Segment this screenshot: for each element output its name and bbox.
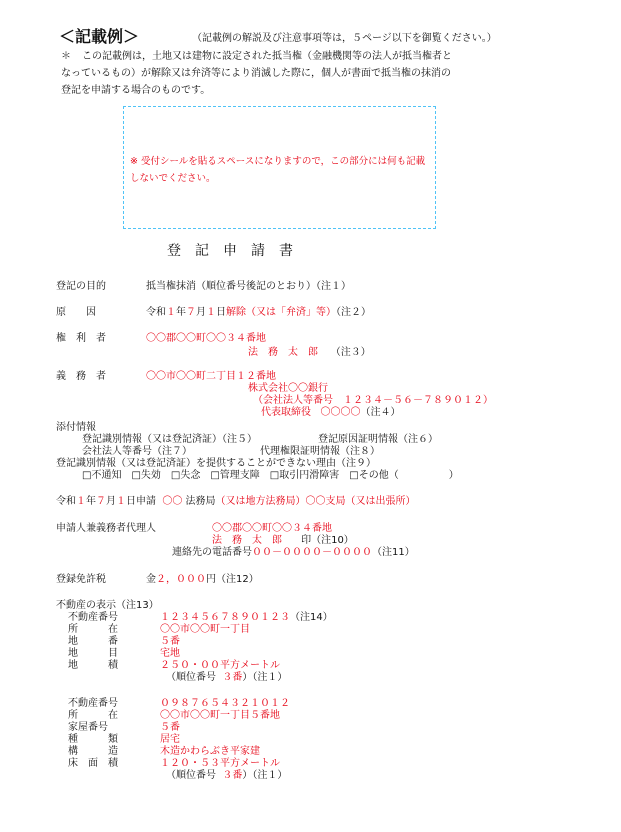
building-house-label: 家屋番号 xyxy=(68,722,108,733)
land-location-label: 所 在 xyxy=(68,624,118,635)
cause-month-unit: 月 xyxy=(196,307,206,318)
building-rank-line xyxy=(166,769,287,782)
attachments-label: 添付情報 xyxy=(56,422,96,433)
land-area-label: 地 積 xyxy=(68,660,118,671)
application-year-unit: 年 xyxy=(86,496,96,507)
tax-unit: 円 xyxy=(206,574,216,585)
land-category-label: 地 目 xyxy=(68,648,118,659)
rights-holder-name-line xyxy=(248,346,371,359)
description-line-2: なっているもの）が解除又は弁済等により消滅した際に，個人が書面で抵当権の抹消の xyxy=(61,68,451,79)
land-lot: ５番 xyxy=(160,636,180,647)
tax-label: 登録免許税 xyxy=(56,574,106,585)
tax-prefix: 金 xyxy=(146,574,156,585)
purpose-label: 登記の目的 xyxy=(56,281,106,292)
cause-day-unit: 日 xyxy=(216,307,226,318)
application-era: 令和 xyxy=(56,496,76,507)
building-rank-prefix: （順位番号 xyxy=(166,770,216,781)
building-rank-suffix: ）（注１） xyxy=(242,770,288,781)
description-line-3: 登記を申請する場合のものです。 xyxy=(61,85,211,96)
agent-name: 法 務 太 郎 xyxy=(212,535,282,546)
property-label: 不動産の表示（注13） xyxy=(56,600,159,611)
cause-era: 令和 xyxy=(146,307,166,318)
obligor-address: 〇〇市〇〇町二丁目１２番地 xyxy=(146,371,276,382)
cause-label: 原 因 xyxy=(56,307,96,318)
application-bureau-suffix: 法務局 xyxy=(185,496,216,507)
cause-value xyxy=(146,306,371,319)
application-line xyxy=(56,495,416,508)
land-number-label: 不動産番号 xyxy=(68,612,118,623)
attachment-corp-number: 会社法人等番号（注７） xyxy=(82,446,192,457)
building-floor: １２０・５３平方メートル xyxy=(160,758,280,769)
obligor-rep-note: （注４） xyxy=(360,407,401,418)
cause-note: （注２） xyxy=(336,307,371,318)
obligor-company: 株式会社〇〇銀行 xyxy=(248,383,328,394)
example-title: ＜記載例＞ xyxy=(59,27,140,46)
attachment-id-info: 登記識別情報（又は登記済証）（注５） xyxy=(82,434,257,445)
building-structure: 木造かわらぶき平家建 xyxy=(160,746,260,757)
land-location: 〇〇市〇〇町一丁目 xyxy=(160,624,250,635)
purpose-value: 抵当権抹消（順位番号後記のとおり）（注１） xyxy=(146,281,351,292)
application-year: １ xyxy=(76,496,86,507)
cause-reason: 解除（又は「弁済」等） xyxy=(226,307,336,318)
rights-holder-address: 〇〇郡〇〇町〇〇３４番地 xyxy=(146,333,266,344)
building-location: 〇〇市〇〇町一丁目５番地 xyxy=(160,710,280,721)
building-rank: ３番 xyxy=(222,770,243,781)
land-rank-line xyxy=(166,671,287,684)
land-rank-suffix: ）（注１） xyxy=(242,672,288,683)
header-note: （記載例の解説及び注意事項等は，５ページ以下を御覧ください。） xyxy=(192,33,497,44)
tax-note: （注12） xyxy=(216,574,259,585)
building-number-label: 不動産番号 xyxy=(68,698,118,709)
reception-sticker-box xyxy=(123,106,436,229)
description-line-1: この記載例は，土地又は建物に設定された抵当権（金融機関等の法人が抵当権者と xyxy=(82,51,452,62)
land-number-note: （注14） xyxy=(290,612,333,623)
obligor-rep-name: 〇〇〇〇 xyxy=(320,407,361,418)
tax-value xyxy=(146,573,259,586)
agent-phone: ００－００００－００００ xyxy=(252,547,372,558)
application-branch: 〇〇支局 xyxy=(305,496,346,507)
obligor-corp-number: （会社法人等番号 １２３４－５６－７８９０１２） xyxy=(253,395,493,406)
agent-label: 申請人兼義務者代理人 xyxy=(56,523,156,534)
building-type: 居宅 xyxy=(160,734,180,745)
agent-phone-label: 連絡先の電話番号 xyxy=(172,547,252,558)
obligor-representative xyxy=(261,406,401,419)
cause-year: １ xyxy=(166,307,176,318)
rights-holder-label: 権 利 者 xyxy=(56,333,106,344)
reception-sticker-note: ※ 受付シールを貼るスペースになりますので，この部分には何も記載しないでください。 xyxy=(130,156,426,184)
application-bureau: 〇〇 xyxy=(162,496,183,507)
obligor-rep-title: 代表取締役 xyxy=(261,407,311,418)
rights-holder-note: （注３） xyxy=(330,347,371,358)
application-day: １ xyxy=(116,496,126,507)
application-branch-alt: （又は出張所） xyxy=(345,496,416,507)
attachment-agency-proof: 代理権限証明情報（注８） xyxy=(260,446,380,457)
attachment-cause-proof: 登記原因証明情報（注６） xyxy=(318,434,438,445)
land-rank-prefix: （順位番号 xyxy=(166,672,216,683)
building-house: ５番 xyxy=(160,722,180,733)
no-id-reason-options: □不通知 □失効 □失念 □管理支障 □取引円滑障害 □その他（ ） xyxy=(82,470,459,481)
building-type-label: 種 類 xyxy=(68,734,118,745)
tax-amount: ２，０００ xyxy=(156,574,206,585)
rights-holder-name: 法 務 太 郎 xyxy=(248,347,318,358)
cause-year-unit: 年 xyxy=(176,307,186,318)
agent-phone-note: （注11） xyxy=(372,547,415,558)
application-bureau-alt: （又は地方法務局） xyxy=(215,496,306,507)
agent-phone-line xyxy=(172,546,415,559)
land-category: 宅地 xyxy=(160,648,180,659)
building-floor-label: 床 面 積 xyxy=(68,758,118,769)
building-location-label: 所 在 xyxy=(68,710,118,721)
land-number: １２３４５６７８９０１２３ xyxy=(160,612,290,623)
obligor-label: 義 務 者 xyxy=(56,371,106,382)
land-lot-label: 地 番 xyxy=(68,636,118,647)
land-area: ２５０・００平方メートル xyxy=(160,660,280,671)
form-title: 登記申請書 xyxy=(167,243,307,259)
star-mark: ＊ xyxy=(61,51,71,62)
cause-day: １ xyxy=(206,307,216,318)
no-id-reason-label: 登記識別情報（又は登記済証）を提供することができない理由（注９） xyxy=(56,458,376,469)
application-month: ７ xyxy=(96,496,106,507)
cause-month: ７ xyxy=(186,307,196,318)
land-rank: ３番 xyxy=(222,672,243,683)
building-number: ０９８７６５４３２１０１２ xyxy=(160,698,290,709)
agent-seal-note: （注10） xyxy=(311,535,354,546)
application-month-unit: 月 xyxy=(106,496,116,507)
agent-seal: 印 xyxy=(301,535,312,546)
application-day-unit: 日申請 xyxy=(126,496,156,507)
agent-address: 〇〇郡〇〇町〇〇３４番地 xyxy=(212,523,332,534)
building-structure-label: 構 造 xyxy=(68,746,118,757)
